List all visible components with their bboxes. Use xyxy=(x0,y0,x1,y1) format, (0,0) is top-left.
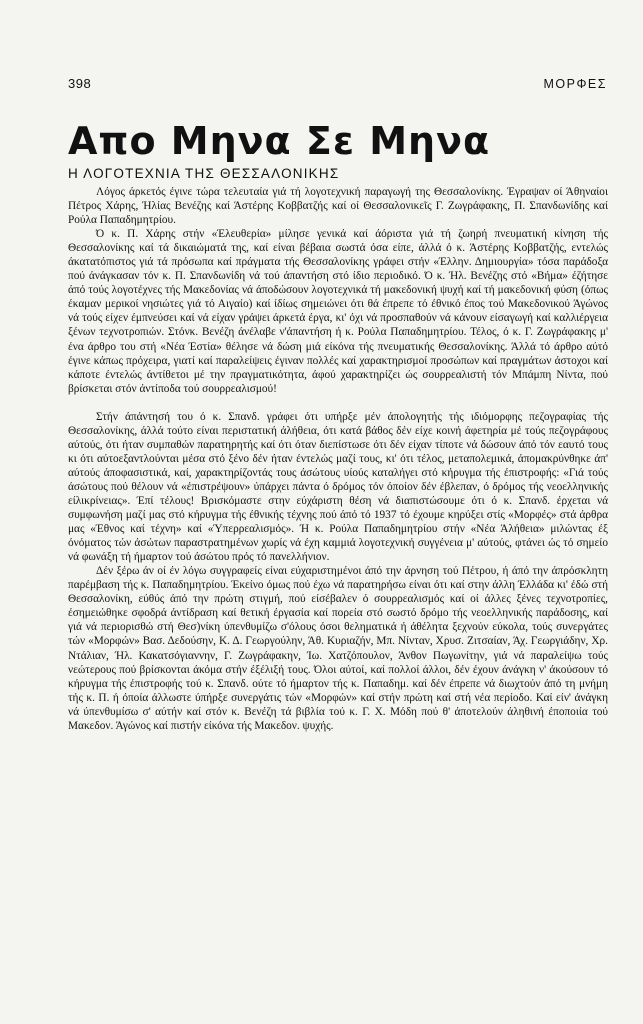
paragraph-1: Λόγος άρκετός έγινε τώρα τελευταία γιά τή λογοτεχνική παραγωγή της Θεσσαλονίκης. Έγραψαν οί Άθηναίοι Πέτρος Χάρης, Ήλίας Βενέζης καί Άστέρης Κοββατζής καί οί Θεσσαλονικεῖς Γ. Ζωγράφακης, Π. Σπανδωνίδης καί Ρούλα Παπαδημητρίου. xyxy=(68,186,608,227)
page-number: 398 xyxy=(68,76,92,91)
paragraph-3: Στήν άπάντησή του ό κ. Σπανδ. γράφει ότι υπήρξε μέν άπολογητής τής ιδιόμορφης πεζογραφίας τής Θεσσαλονίκης, άλλά τούτο είναι περιστατική άλήθεια, ότι κατά βάθος δέν είχε κοινή άφετηρία μέ τούς πεζογράφους αύτούς, ότι ήταν συμπαθών παρατηρητής καί ότι όταν διεπίστωσε ότι δέν είχαν τίποτε νά δώσουν άπό τόν εαυτό τους κι ότι αύτοεξαντλούνται μέσα στό ξένο δέν ήταν έντελώς μαζί τους, κι' ότι τέλος, μεταπολεμικά, άπομακρύνθηκε άπ' αύτούς άποφασιστικά, καί, χαρακτηρίζοντάς τους άσώτους υίούς καταλήγει στό κήρυγμα τής έπιστροφής: «Γιά τούς άσώτους πού θέλουν νά «έπιστρέψουν» ύπάρχει πάντα ό δρόμος τόν όποίον δέν έβλεπαν, ό δρόμος τής νεοελληνικής είλικρίνειας». Έπί τέλους! Βρισκόμαστε στην εύχάριστη θέση νά διαπιστώσουμε ότι ό κ. Σπανδ. έρχεται νά συμφωνήση μαζί μας στό κήρυγμα τής έθνικής τέχνης πού άπό τό 1937 τό έχουμε κηρύξει στίς «Μορφές» στά άρθρα μας «Έθνος καί τέχνη» καί «Ύπερρεαλισμός». Ή κ. Ρούλα Παπαδημητρίου στήν «Νέα Άλήθεια» μιλώντας έξ όνόματος τών άσώτων παραστρατημένων χωρίς νά έχη καμμιά λογοτεχνική συγγένεια μ' αύτούς, φτάνει ώς τό σημείο νά φωνάξη τή ήμαρτον τού άσώτου πρός τό πανελλήνιον. xyxy=(68,410,608,564)
article-subtitle: Η ΛΟΓΟΤΕΧΝΙΑ ΤΗΣ ΘΕΣΣΑΛΟΝΙΚΗΣ xyxy=(68,166,340,181)
running-head: ΜΟΡΦΕΣ xyxy=(543,77,607,91)
paragraph-4: Δέν ξέρω άν οί έν λόγω συγγραφείς είναι εύχαριστημένοι άπό την άρνηση τού Πέτρου, ή άπό την άπρόσκλητη παρέμβαση τής κ. Παπαδημητρίου. Έκείνο όμως πού έχω νά παρατηρήσω είναι ότι καί στην άλλη Έλλάδα κι' έδώ στή Θεσσαλονίκη, εύθύς άπό την πρώτη στιγμή, πού είσέβαλεν ό σουρρεαλισμός καί οί άλλες ξένες τεχνοτροπίες, έσημειώθηκε σφοδρά άντίδραση καί θετική έργασία καί πορεία στό σωστό δρόμο τής νεοελληνικής παράδοσης, καί γιά νά περιορισθώ στή Θεσ)νίκη ύπενθυμίζω σ'όλους όσοι θεληματικά ή άθέλητα ξεχνούν εύκολα, τούς συνεργάτες τών «Μορφών» Βασ. Δεδούσην, Κ. Δ. Γεωργούλην, Άθ. Κυριαζήν, Μπ. Νίνταν, Χρυσ. Ζιτσαίαν, Άχ. Γεωργιάδην, Χρ. Ντάλιαν, Ήλ. Κακατσόγιαννην, Γ. Ζωγράφακην, Ίω. Χατζόπουλον, Άνθον Πωγωνίτην, γιά νά παραλείψω τούς νεώτερους πού βρίσκονται άκόμα στήν έξέλιξή τους. Όλοι αύτοί, καί πολλοί άλλοι, δέν έχουν άνάγκη ν' άκούσουν τό κήρυγμα τής έπιστροφής τού κ. Σπανδ. ούτε τό ήμαρτον τής κ. Παπαδημ. καί δέν έπρεπε νά διωχτούν άπό τη μνήμη τής κ. Π. ή όποία άλλωστε ύπήρξε συνεργάτις τών «Μορφών» καί στήν πρώτη καί στή νέα περίοδο. Καί είν' άνάγκη νά ύπενθυμίσω σ' αύτήν καί στόν κ. Βενέζη τά βιβλία τού κ. Γ. Χ. Μόδη πού θ' άποτελούν άληθινή έποποιία τού Μακεδον. Άγώνος καί πιστήν είκόνα τής Μακεδον. ψυχής. xyxy=(68,565,608,732)
paragraph-2: Ό κ. Π. Χάρης στήν «Έλευθερία» μίλησε γενικά καί άόριστα γιά τή ζωηρή πνευματική κίνηση τής Θεσσαλονίκης καί τά δικαιώματά της, καί είναι βέβαια σωστά όσα είπε, άλλά ό κ. Άστέρης Κοββατζής, εντελώς άκατατόπιστος γιά τά πρόσωπα καί πράγματα τής Θεσσαλονίκης γράφει στήν «Έλλην. Δημιουργία» τόσα παράδοξα πού άνάγκασαν τόν κ. Π. Σπανδωνίδη νά τού άπαντήση στό ίδιο περιοδικό. Ό κ. Ήλ. Βενέζης στό «Βήμα» έζήτησε άπό τούς λογοτέχνες τής Μακεδονίας νά άποδώσουν λογοτεχνικά τή μακεδονική ψυχή καί τή μακεδονική φύση (όπως έκαμαν μερικοί νησιώτες γιά τό Αιγαίο) καί ίδίως σημειώνει ότι θά έπρεπε τό έθνικό έπος τού Μακεδονικού Άγώνος νά τούς είχεν έμπνεύσει καί νά είχαν γράψει άρκετά έργα, κι' όχι νά προσπαθούν νά κάνουν είσαγωγή καί καλλιέργεια ξένων τεχνοτροπιών. Στόνκ. Βενέζη άνέλαβε ν'άπαντήση ή κ. Ρούλα Παπαδημητρίου. Τέλος, ό κ. Γ. Ζωγράφακης μ' ένα άρθρο του στή «Νέα Έστία» θέλησε νά δώση μιά είκόνα τής πνευματικής Θεσσαλονίκης. Άλλά τό άρθρο αύτό έγινε κάπως πρόχειρα, γιατί καί παραλείψεις έγιναν πολλές καί χαρακτηρισμοί προσώπων καί πραγμάτων άστοχοι καί κάποτε έντελώς άντίθετοι μέ την πραγματικότητα, άφού χαρακτηρίζει ώς σουρρεαλιστή τόν Μπάμπη Νίντα, πού βρίσκεται στόν άντίποδα τού σουρρεαλισμού! xyxy=(68,228,608,395)
article-body xyxy=(68,185,608,733)
section-title: Απο Μηνα Σε Μηνα xyxy=(68,119,491,163)
